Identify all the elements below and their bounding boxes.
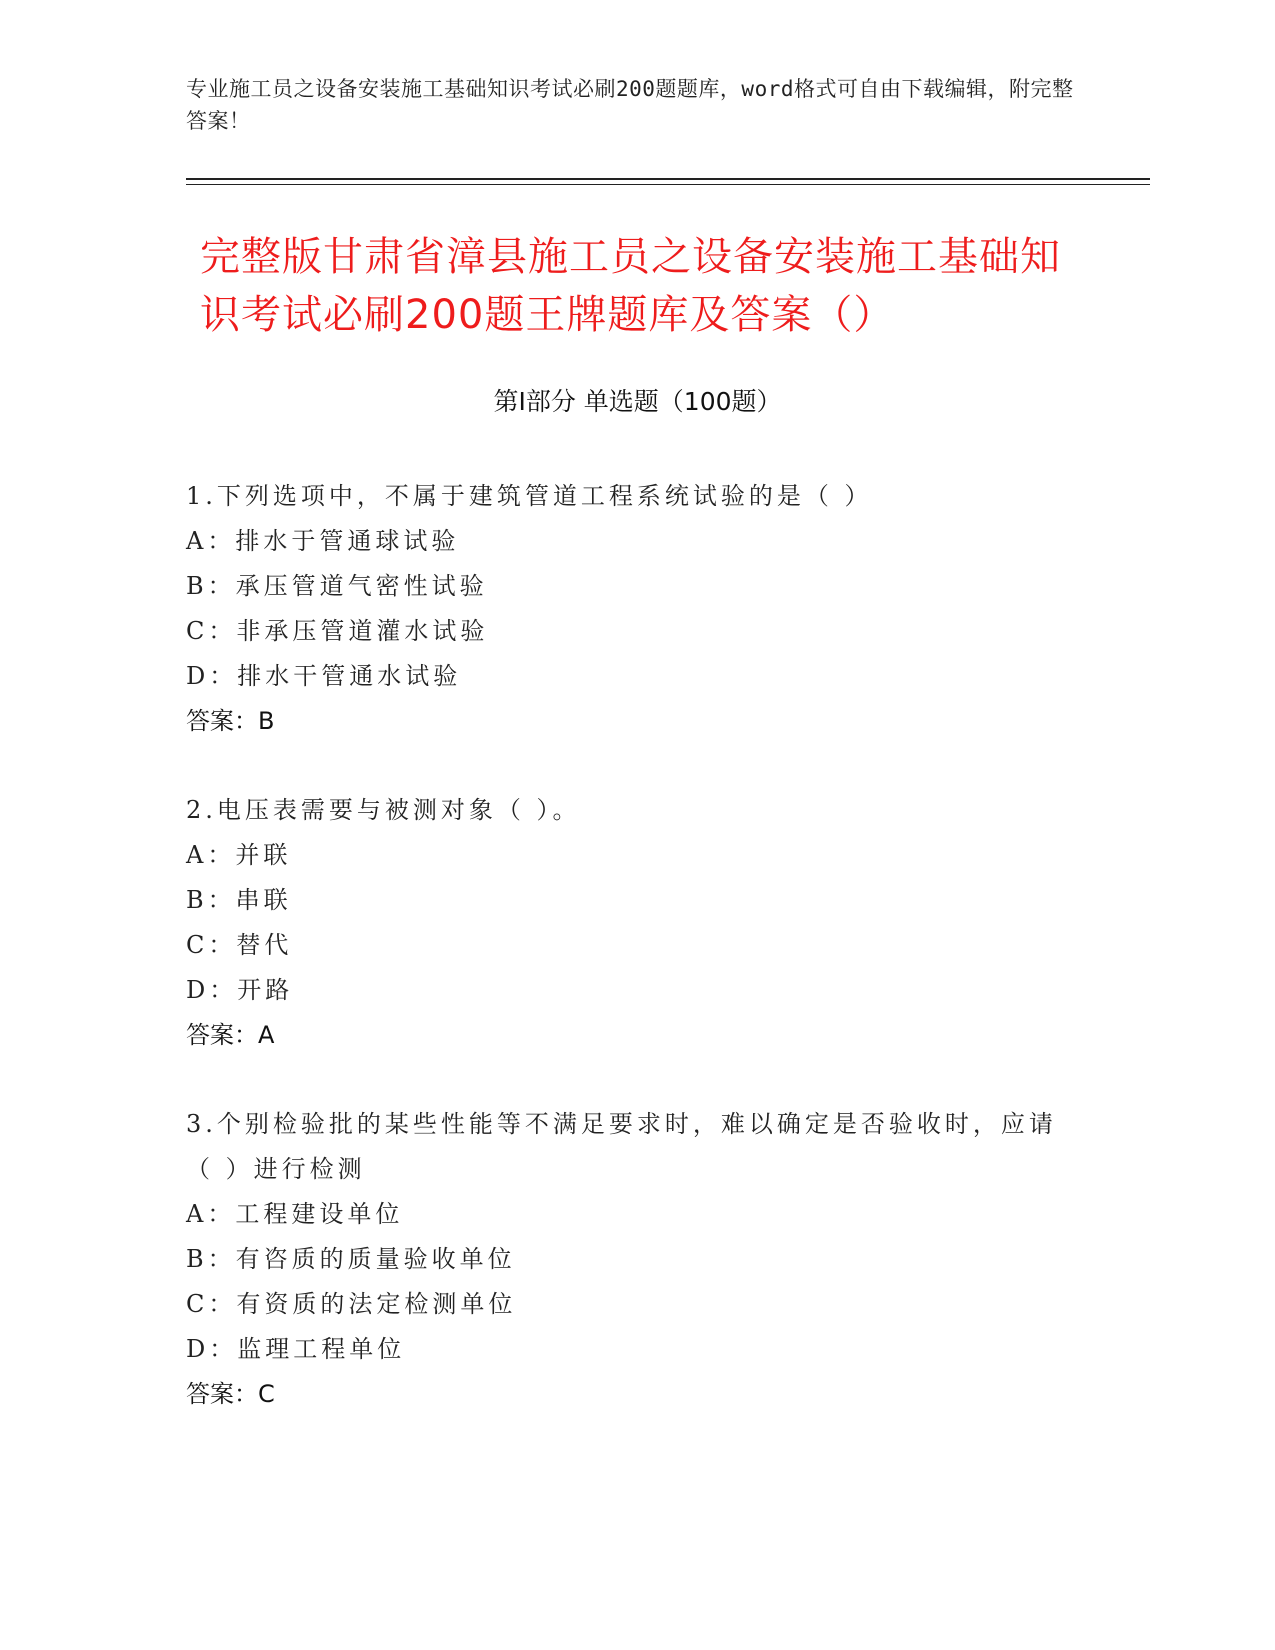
option-b: B：串联 — [186, 886, 292, 914]
question-list — [186, 474, 1066, 1461]
question-1 — [186, 474, 1066, 744]
option-a: A：排水于管通球试验 — [186, 527, 460, 555]
answer: 答案：A — [186, 1021, 275, 1049]
header-note: 专业施工员之设备安装施工基础知识考试必刷200题题库，word格式可自由下载编辑，附完整答案！ — [186, 77, 1074, 133]
option-a: A：工程建设单位 — [186, 1200, 404, 1228]
option-c: C：非承压管道灌水试验 — [186, 617, 489, 645]
option-d: D：排水干管通水试验 — [186, 662, 462, 690]
header-rule-thin — [186, 184, 1150, 185]
option-d: D：开路 — [186, 976, 294, 1004]
option-b: B：有咨质的质量验收单位 — [186, 1245, 516, 1273]
answer: 答案：C — [186, 1380, 275, 1408]
option-c: C：替代 — [186, 931, 293, 959]
section-title: 第Ⅰ部分 单选题（100题） — [493, 387, 782, 416]
option-d: D：监理工程单位 — [186, 1335, 406, 1363]
question-3 — [186, 1102, 1066, 1417]
document-title: 完整版甘肃省漳县施工员之设备安装施工基础知识考试必刷200题王牌题库及答案（） — [200, 234, 1061, 338]
question-text: 1.下列选项中，不属于建筑管道工程系统试验的是（ ） — [186, 482, 873, 510]
option-b: B：承压管道气密性试验 — [186, 572, 488, 600]
answer: 答案：B — [186, 707, 275, 735]
option-a: A：并联 — [186, 841, 292, 869]
header-rule-thick — [186, 178, 1150, 180]
question-text: 2.电压表需要与被测对象（ ）。 — [186, 796, 581, 824]
option-c: C：有资质的法定检测单位 — [186, 1290, 517, 1318]
question-text: 3.个别检验批的某些性能等不满足要求时，难以确定是否验收时，应请（ ）进行检测 — [186, 1110, 1057, 1183]
question-2 — [186, 788, 1066, 1058]
